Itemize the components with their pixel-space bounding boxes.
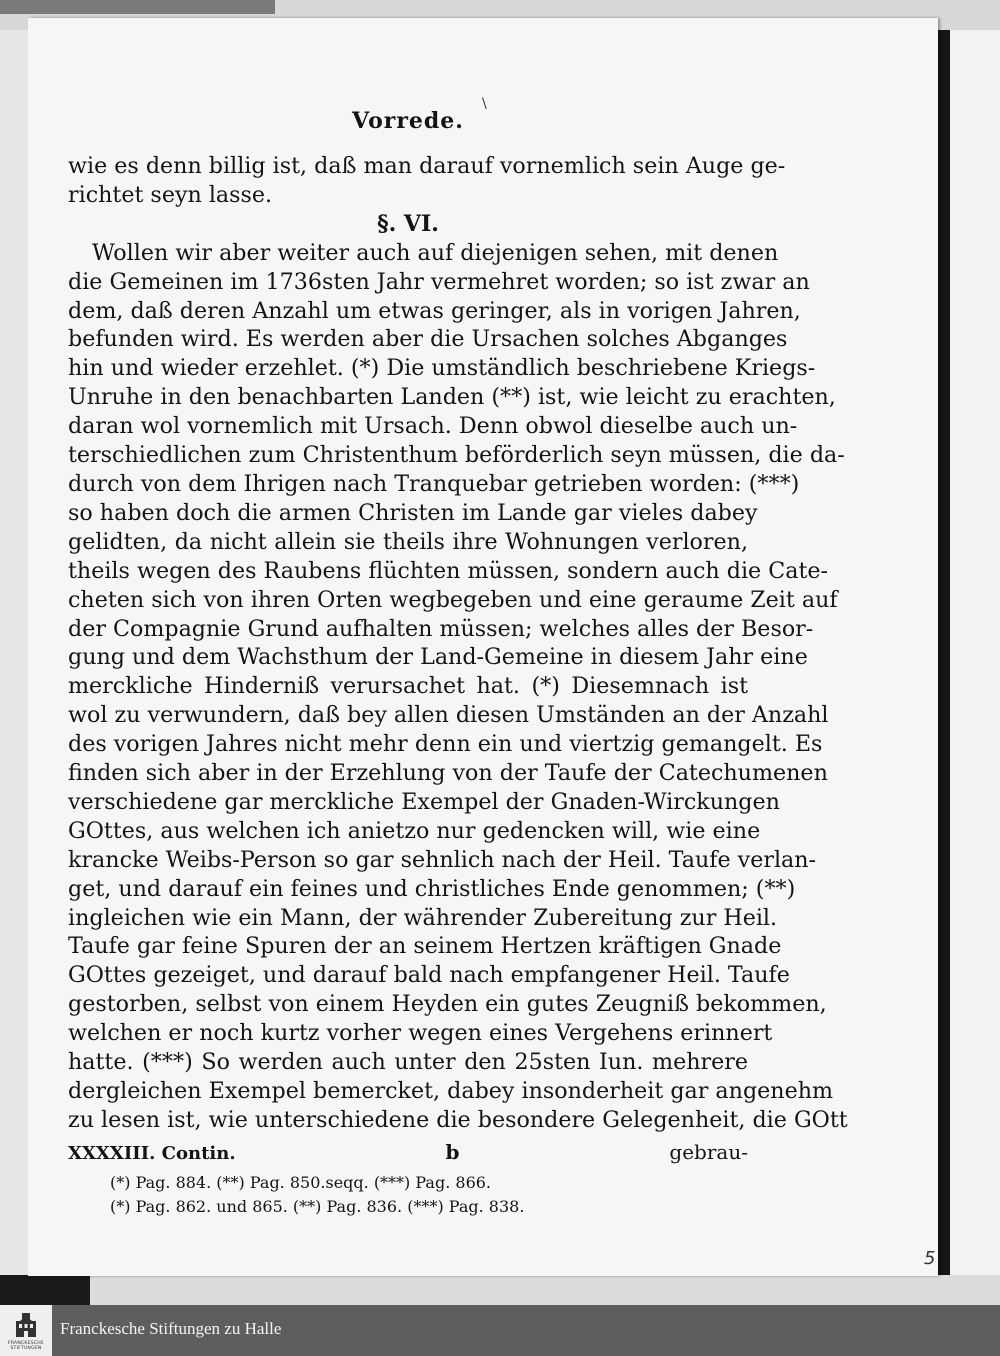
text-line: dergleichen Exempel bemercket, dabey insonderheit gar angenehm <box>68 1078 834 1104</box>
signature-mark: XXXXIII. Contin. <box>68 1142 236 1164</box>
gathering-mark: b <box>445 1139 460 1164</box>
text-line: gestorben, selbst von einem Heyden ein gutes Zeugniß bekommen, <box>68 991 827 1018</box>
text-line: terschiedlichen zum Christenthum beförderlich seyn müssen, die da- <box>68 442 845 469</box>
text-line: cheten sich von ihren Orten wegbegeben und eine geraume Zeit auf <box>68 586 838 613</box>
text-line: ingleichen wie ein Mann, der währender Zubereitung zur Heil. <box>68 904 778 931</box>
text-line: gung und dem Wachsthum der Land-Gemeine in diesem Jahr eine <box>68 644 808 671</box>
logo-label <box>0 1341 52 1351</box>
text-line: finden sich aber in der Erzehlung von der Taufe der Catechumenen <box>68 760 828 787</box>
text-line: krancke Weibs-Person so gar sehnlich nach der Heil. Taufe verlan- <box>68 846 817 873</box>
scan-left-edge <box>0 30 28 1275</box>
text-line: GOttes gezeiget, und darauf bald nach empfangener Heil. Taufe <box>68 962 790 989</box>
footer-title: Franckesche Stiftungen zu Halle <box>60 1319 282 1338</box>
text-line: der Compagnie Grund aufhalten müssen; welches alles der Besor- <box>68 615 814 642</box>
catchword: gebrau- <box>669 1139 748 1164</box>
text-line: zu lesen ist, wie unterschiedene die besondere Gelegenheit, die GOtt <box>68 1106 848 1133</box>
scan-top-strip-shadow <box>0 0 275 14</box>
logo-label-line: FRANCKESCHE <box>7 1341 45 1346</box>
text-line: die Gemeinen im 1736sten Jahr vermehret worden; so ist zwar an <box>68 268 810 295</box>
book-cover-edge <box>938 30 950 1275</box>
text-line: wol zu verwundern, daß bey allen diesen Umständen an der Anzahl <box>68 702 829 729</box>
scan-bottom-shadow <box>0 1275 90 1305</box>
institution-logo[interactable] <box>0 1305 52 1356</box>
text-line: so haben doch die armen Christen im Lande gar vieles dabey <box>68 499 758 526</box>
building-icon <box>11 1311 41 1339</box>
logo-label-line: STIFTUNGEN <box>10 1346 42 1351</box>
text-line: Unruhe in den benachbarten Landen (**) ist, wie leicht zu erachten, <box>68 384 836 411</box>
text-line: gelidten, da nicht allein sie theils ihre Wohnungen verloren, <box>68 528 748 555</box>
text-line: welchen er noch kurtz vorher wegen eines Vergehens erinnert <box>68 1020 773 1047</box>
text-line: daran wol vornemlich mit Ursach. Denn obwol dieselbe auch un- <box>68 413 798 440</box>
text-line: hatte. (***) So werden auch unter den 25sten Iun. mehrere <box>68 1049 748 1076</box>
folio-number: 5 <box>924 1248 936 1269</box>
running-head: Vorrede. <box>352 108 464 134</box>
text-line: get, und darauf ein feines und christliches Ende genommen; (**) <box>68 875 796 902</box>
text-line: Taufe gar feine Spuren der an seinem Hertzen kräftigen Gnade <box>68 933 782 960</box>
text-line: theils wegen des Raubens flüchten müssen, sondern auch die Cate- <box>68 557 828 584</box>
section-heading: §. VI. <box>377 210 439 237</box>
text-line: merckliche Hinderniß verursachet hat. (*) Diesemnach ist <box>68 673 748 700</box>
body-text <box>68 152 848 1135</box>
text-line: verschiedene gar merckliche Exempel der Gnaden-Wirckungen <box>68 788 780 815</box>
text-line: hin und wieder erzehlet. (*) Die umständlich beschriebene Kriegs- <box>68 355 816 382</box>
text-line: GOttes, aus welchen ich anietzo nur gedencken will, wie eine <box>68 817 761 844</box>
book-page <box>28 18 938 1276</box>
page-text-block <box>68 108 848 1219</box>
text-line: befunden wird. Es werden aber die Ursachen solches Abganges <box>68 326 788 353</box>
text-line: des vorigen Jahres nicht mehr denn ein und viertzig gemangelt. Es <box>68 731 823 758</box>
text-line: wie es denn billig ist, daß man darauf vornemlich sein Auge ge- <box>68 153 786 179</box>
footnote-line: (*) Pag. 862. und 865. (**) Pag. 836. (***) Pag. 838. <box>110 1196 525 1216</box>
footnotes <box>68 1171 748 1219</box>
text-line: dem, daß deren Anzahl um etwas geringer, als in vorigen Jahren, <box>68 297 801 324</box>
text-line: Wollen wir aber weiter auch auf diejenigen sehen, mit denen <box>92 239 779 266</box>
page-mark: \ <box>482 96 487 112</box>
text-line: richtet seyn lasse. <box>68 181 273 208</box>
text-line: durch von dem Ihrigen nach Tranquebar getrieben worden: (***) <box>68 470 800 497</box>
footnote-line: (*) Pag. 884. (**) Pag. 850.seqq. (***) Pag. 866. <box>110 1172 492 1192</box>
signature-line <box>68 1139 748 1167</box>
scan-bottom-band <box>90 1275 1000 1305</box>
